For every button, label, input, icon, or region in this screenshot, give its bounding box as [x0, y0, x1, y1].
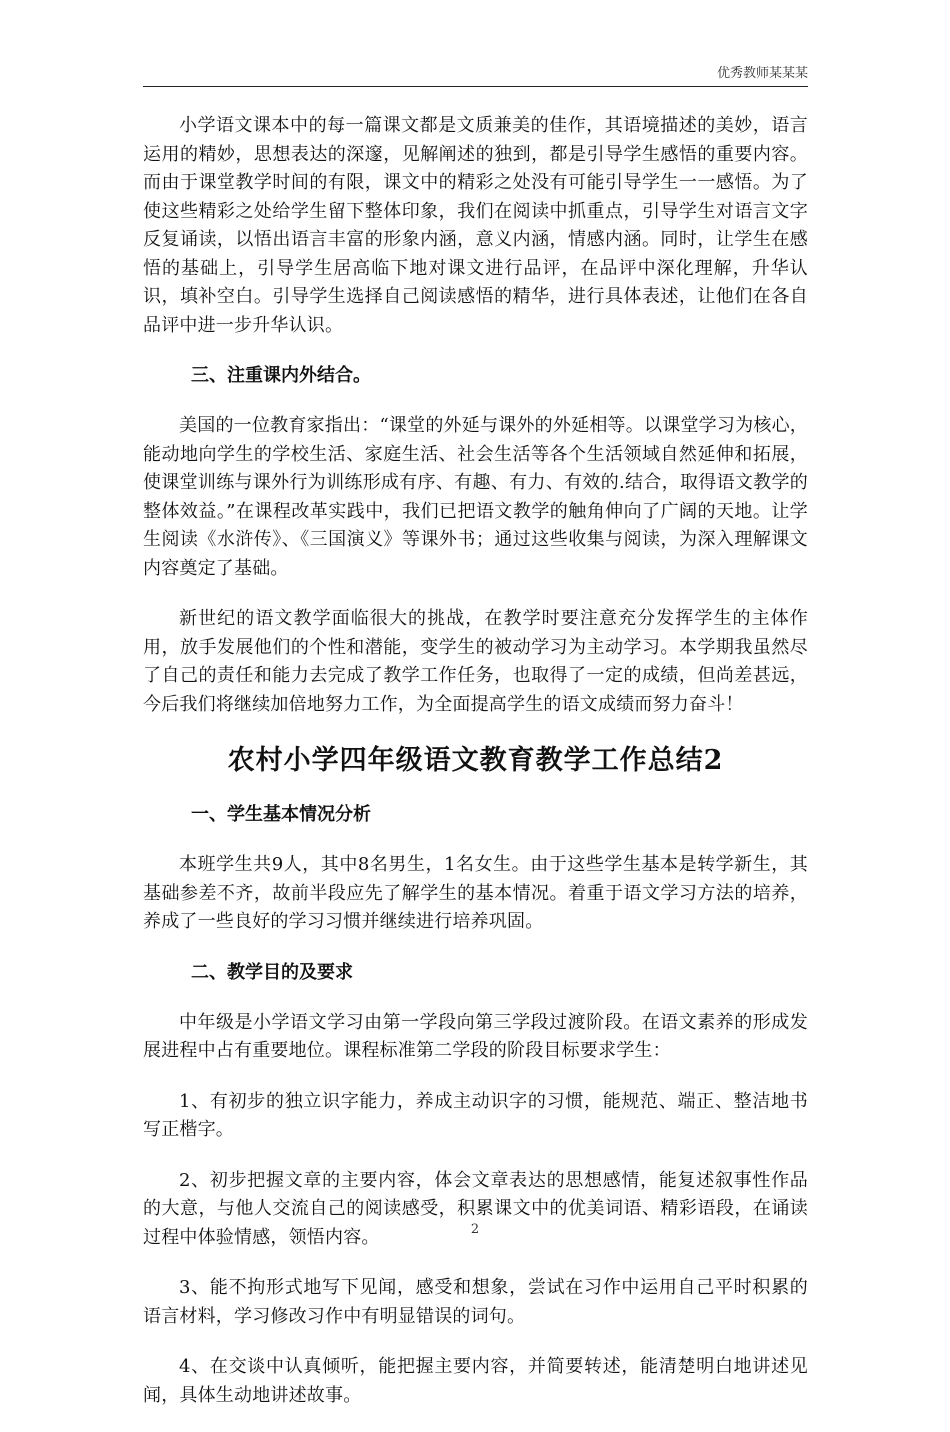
page-number: 2	[470, 1222, 480, 1237]
paragraph: 小学语文课本中的每一篇课文都是文质兼美的佳作，其语境描述的美妙，语言运用的精妙，思想表达的深邃，见解阐述的独到，都是引导学生感悟的重要内容。而由于课堂教学时间的有限，课文中的精彩之处没有可能引导学生一一感悟。为了使这些精彩之处给学生留下整体印象，我们在阅读中抓重点，引导学生对语言文字反复诵读，以悟出语言丰富的形象内涵，意义内涵，情感内涵。同时，让学生在感悟的基础上，引导学生居高临下地对课文进行品评，在品评中深化理解，升华认识，填补空白。引导学生选择自己阅读感悟的精华，进行具体表述，让他们在各自品评中进一步升华认识。	[143, 115, 808, 336]
section-heading: 三、注重课内外结合。	[191, 365, 371, 386]
paragraph: 美国的一位教育家指出：“课堂的外延与课外的外延相等。以课堂学习为核心，能动地向学生的学校生活、家庭生活、社会生活等各个生活领域自然延伸和拓展，使课堂训练与课外行为训练形成有序、有趣、有力、有效的.结合，取得语文教学的整体效益。”在课程改革实践中，我们已把语文教学的触角伸向了广阔的天地。让学生阅读《水浒传》、《三国演义》等课外书；通过这些收集与阅读，为深入理解课文内容奠定了基础。	[143, 415, 808, 579]
list-item-paragraph: 2、初步把握文章的主要内容，体会文章表达的思想感情，能复述叙事性作品的大意，与他人交流自己的阅读感受，积累课文中的优美词语、精彩语段，在诵读过程中体验情感，领悟内容。	[143, 1169, 808, 1248]
section-heading: 一、学生基本情况分析	[191, 804, 371, 825]
list-item-paragraph: 3、能不拘形式地写下见闻，感受和想象，尝试在习作中运用自己平时积累的语言材料，学习修改习作中有明显错误的词句。	[143, 1277, 808, 1327]
paragraph: 中年级是小学语文学习由第一学段向第三学段过渡阶段。在语文素养的形成发展进程中占有重要地位。课程标准第二学段的阶段目标要求学生：	[143, 1011, 808, 1061]
header-rule	[143, 86, 808, 87]
list-item-paragraph: 4、在交谈中认真倾听，能把握主要内容，并简要转述，能清楚明白地讲述见闻，具体生动地讲述故事。	[143, 1356, 808, 1406]
section-heading: 二、教学目的及要求	[191, 961, 353, 983]
list-item-paragraph: 1、有初步的独立识字能力，养成主动识字的习惯，能规范、端正、整洁地书写正楷字。	[143, 1090, 808, 1140]
header-author: 优秀教师某某某	[716, 66, 808, 81]
paragraph: 本班学生共9人，其中8名男生，1名女生。由于这些学生基本是转学新生，其基础参差不齐，故前半段应先了解学生的基本情况。着重于语文学习方法的培养，养成了一些良好的学习习惯并继续进行培养巩固。	[143, 854, 808, 932]
document-title: 农村小学四年级语文教育教学工作总结2	[227, 745, 724, 776]
paragraph: 新世纪的语文教学面临很大的挑战，在教学时要注意充分发挥学生的主体作用，放手发展他们的个性和潜能，变学生的被动学习为主动学习。本学期我虽然尽了自己的责任和能力去完成了教学工作任务，也取得了一定的成绩，但尚差甚远，今后我们将继续加倍地努力工作，为全面提高学生的语文成绩而努力奋斗！	[143, 608, 808, 715]
